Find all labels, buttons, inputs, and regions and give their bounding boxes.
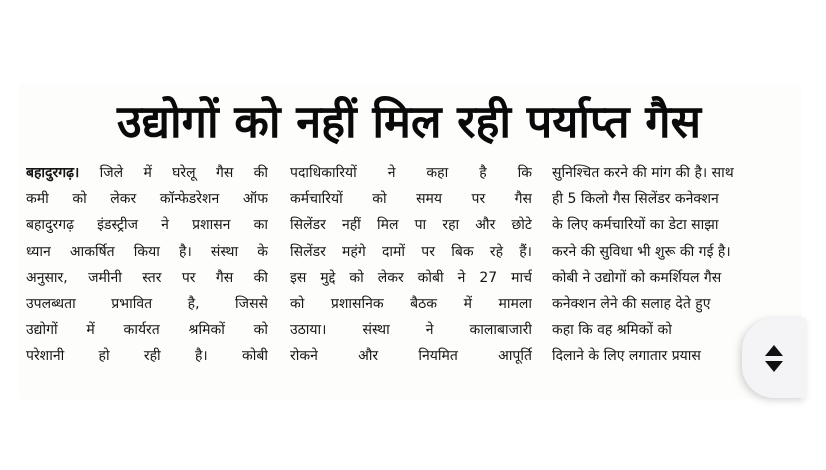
column-3-line: दिलाने के लिए लगातार प्रयास xyxy=(552,348,701,365)
column-2-line: सिलेंडर महंगे दामों पर बिक रहे हैं। xyxy=(290,243,532,260)
column-1-line: उपलब्धता प्रभावित है, जिससे xyxy=(26,295,268,312)
column-2-line: इस मुद्दे को लेकर कोबी ने 27 मार्च xyxy=(290,269,532,286)
triangle-up-icon[interactable] xyxy=(765,345,783,356)
column-2-line: रोकने और नियमित आपूर्ति xyxy=(290,348,532,365)
column-1-line: उद्योगों में कार्यरत श्रमिकों को xyxy=(26,322,268,339)
column-3-line: कनेक्शन लेने की सलाह देते हुए xyxy=(552,295,711,312)
column-2-line: पदाधिकारियों ने कहा है कि xyxy=(290,165,532,181)
column-1-line: अनुसार, जमीनी स्तर पर गैस की xyxy=(26,269,268,286)
column-3-line: ही 5 किलो गैस सिलेंडर कनेक्शन xyxy=(552,191,719,208)
column-2-line: उठाया। संस्था ने कालाबाजारी xyxy=(290,322,532,339)
column-3-line: सुनिश्चित करने की मांग की है। साथ xyxy=(552,165,734,181)
headline: उद्योगों को नहीं मिल रही पर्याप्त गैस xyxy=(116,94,701,148)
scroll-widget[interactable] xyxy=(742,318,806,398)
column-2-line: को प्रशासनिक बैठक में मामला xyxy=(290,295,532,312)
column-2-line: कर्मचारियों को समय पर गैस xyxy=(290,191,532,208)
column-1-line: बहादुरगढ़। जिले में घरेलू गैस की xyxy=(26,165,268,181)
column-1-line: बहादुरगढ़ इंडस्ट्रीज ने प्रशासन का xyxy=(26,217,268,234)
column-1-line: कमी को लेकर कॉन्फेडरेशन ऑफ xyxy=(26,191,268,208)
column-3-line: कोबी ने उद्योगों को कमर्शियल गैस xyxy=(552,269,722,286)
column-2-line: सिलेंडर नहीं मिल पा रहा और छोटे xyxy=(290,217,532,234)
dateline: बहादुरगढ़। xyxy=(26,165,80,181)
article-column-1 xyxy=(26,160,268,370)
column-1-line: ध्यान आकर्षित किया है। संस्था के xyxy=(26,243,268,260)
column-3-line: के लिए कर्मचारियों का डेटा साझा xyxy=(552,217,719,234)
triangle-down-icon[interactable] xyxy=(765,361,783,372)
column-3-line: कहा कि वह श्रमिकों को xyxy=(552,322,672,339)
article-column-2 xyxy=(290,160,532,370)
column-1-line: परेशानी हो रही है। कोबी xyxy=(26,348,268,365)
column-3-line: करने की सुविधा भी शुरू की गई है। xyxy=(552,243,731,260)
